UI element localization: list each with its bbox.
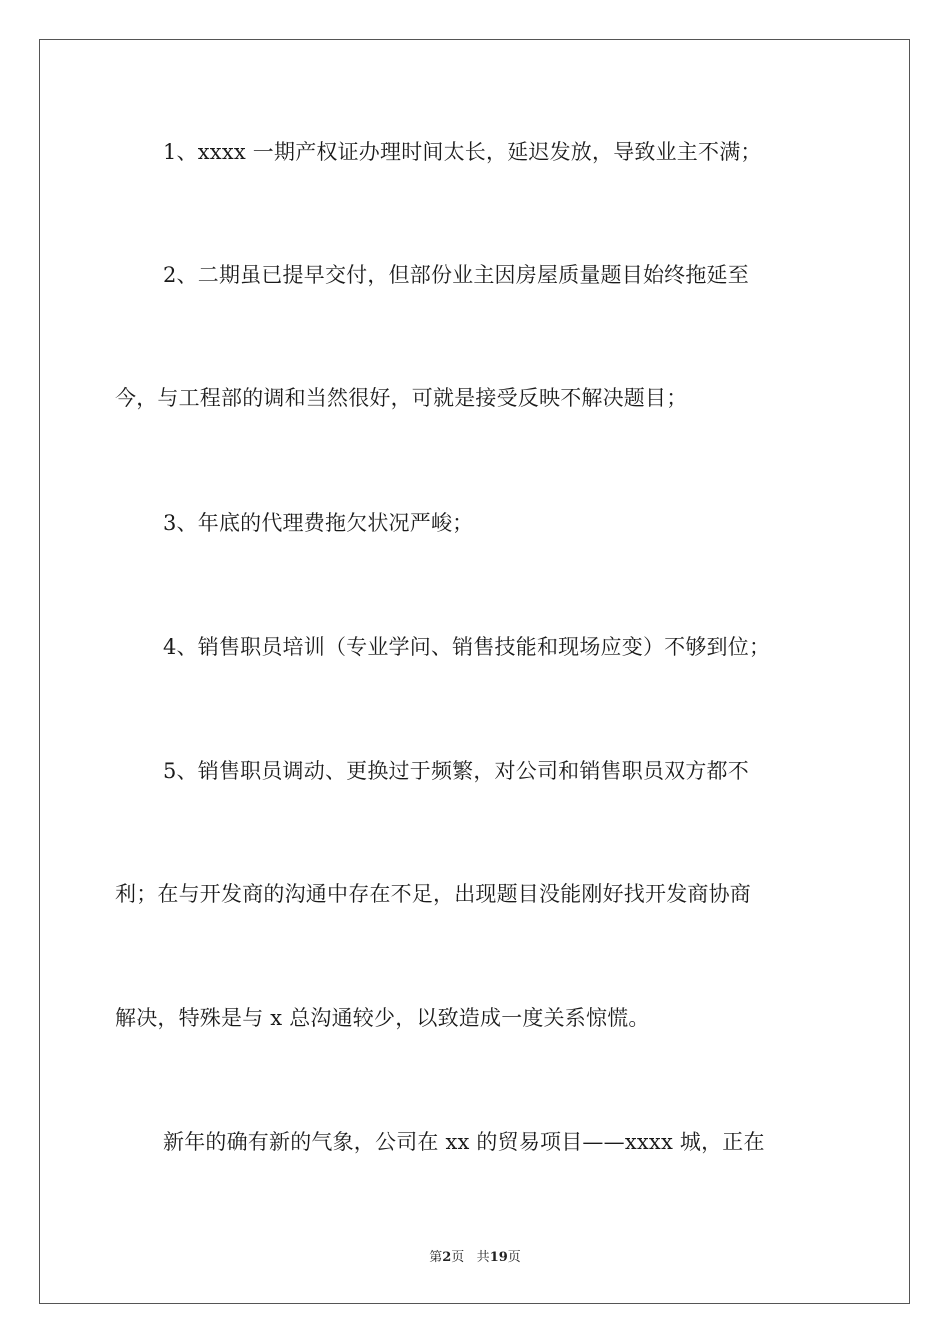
footer-total-pages: 19 bbox=[489, 1250, 508, 1265]
paragraph-line-5: 4、销售职员培训（专业学问、销售技能和现场应变）不够到位； bbox=[163, 635, 771, 659]
paragraph-line-2: 2、二期虽已提早交付，但部份业主因房屋质量题目始终拖延至 bbox=[163, 263, 749, 287]
paragraph-line-9: 新年的确有新的气象，公司在 xx 的贸易项目——xxxx 城，正在 bbox=[163, 1130, 765, 1154]
paragraph-line-3: 今，与工程部的调和当然很好，可就是接受反映不解决题目； bbox=[115, 386, 688, 410]
paragraph-line-4: 3、年底的代理费拖欠状况严峻； bbox=[163, 511, 474, 535]
paragraph-line-7: 利；在与开发商的沟通中存在不足，出现题目没能刚好找开发商协商 bbox=[115, 882, 751, 906]
footer-page-suffix: 页 bbox=[451, 1250, 465, 1265]
footer-total-prefix: 共 bbox=[476, 1250, 490, 1265]
paragraph-line-6: 5、销售职员调动、更换过于频繁，对公司和销售职员双方都不 bbox=[163, 759, 749, 783]
footer-page-prefix: 第 bbox=[429, 1250, 443, 1265]
page-footer bbox=[0, 1246, 950, 1265]
paragraph-line-8: 解决，特殊是与 x 总沟通较少，以致造成一度关系惊慌。 bbox=[115, 1006, 650, 1030]
footer-page-number: 2 bbox=[442, 1250, 452, 1265]
page-border bbox=[39, 39, 910, 1304]
paragraph-line-1: 1、xxxx 一期产权证办理时间太长，延迟发放，导致业主不满； bbox=[163, 140, 762, 164]
footer-total-suffix: 页 bbox=[507, 1250, 521, 1265]
